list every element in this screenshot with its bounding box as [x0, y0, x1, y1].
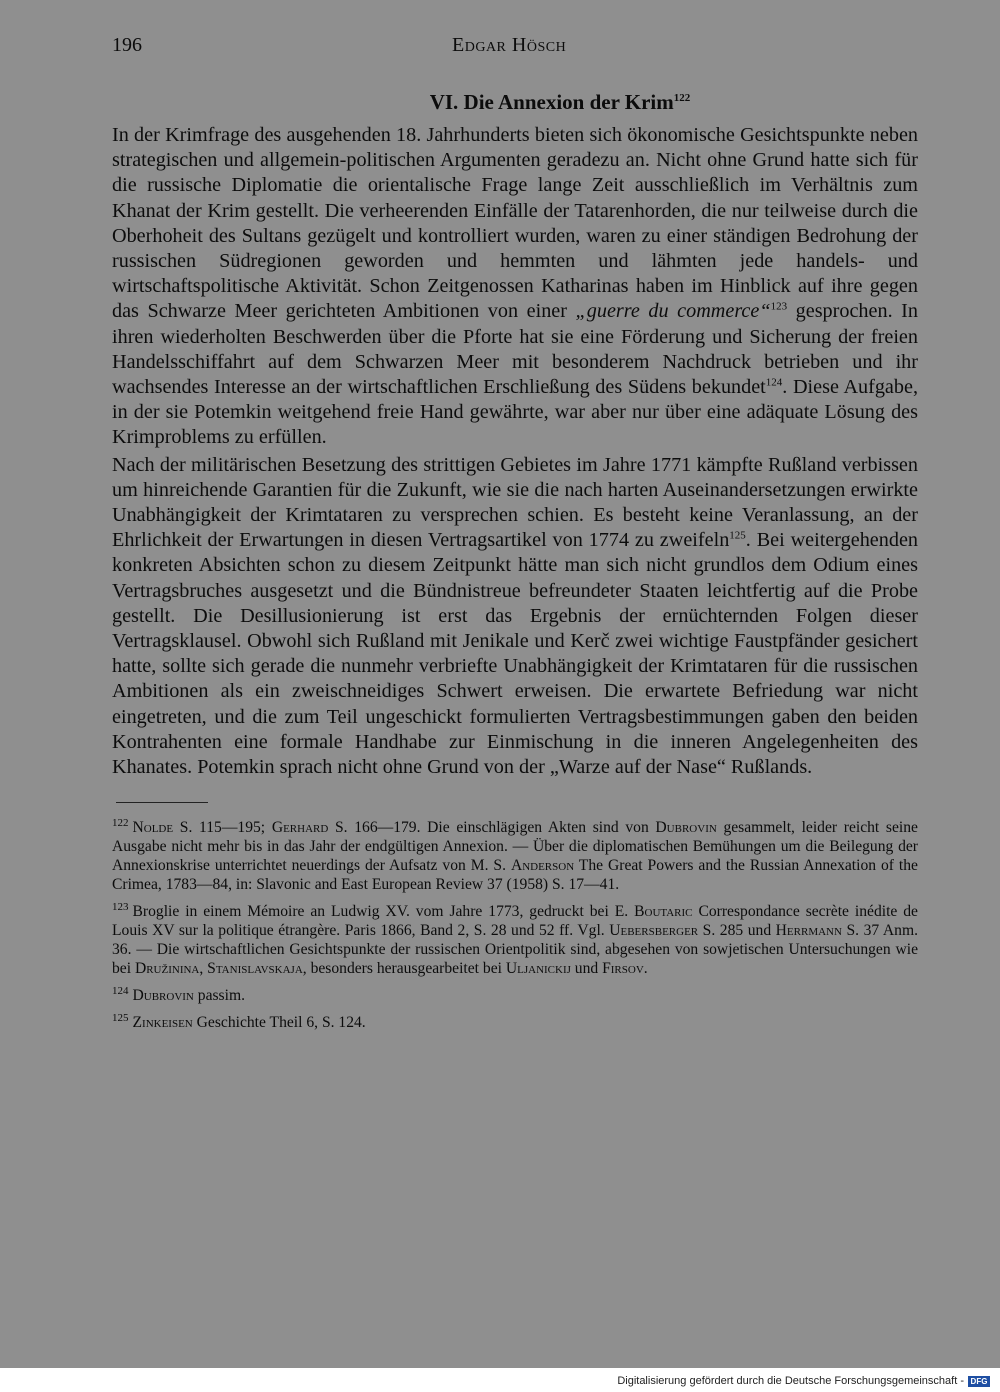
footnote-separator — [116, 802, 208, 803]
footnote-ref: 124 — [765, 376, 783, 389]
footnote-text: S. 115—195; — [173, 819, 272, 837]
section-title-text: VI. Die Annexion der Krim — [429, 90, 674, 114]
footnote-text: passim. — [193, 987, 245, 1005]
cited-author: Anderson — [510, 857, 575, 875]
page-content — [112, 30, 918, 1040]
page-number: 196 — [112, 34, 142, 56]
cited-author: Nolde — [132, 819, 174, 837]
cited-author: Herrmann — [775, 922, 842, 940]
footnote-text: S. 166—179. Die einschlägigen Akten sind von — [328, 819, 656, 837]
footnote-123 — [112, 902, 918, 978]
footnote-ref: 125 — [729, 529, 746, 542]
paragraph — [112, 453, 918, 781]
cited-author: Firsov — [602, 960, 644, 978]
footnote-label: 122 — [112, 817, 129, 830]
body-text — [112, 123, 918, 780]
cited-author: Boutaric — [634, 903, 693, 921]
paragraph-text: . Diese Aufgabe, in der sie Potemkin weitgehend freie Hand gewährte, war aber nur über eine adäquate Lösung des Krimproblems zu erfüllen. — [112, 376, 918, 449]
footnote-125 — [112, 1013, 918, 1032]
footnotes — [112, 818, 918, 1032]
credit-text: Digitalisierung gefördert durch die Deutsche Forschungsgemeinschaft - — [617, 1375, 964, 1387]
footnote-text: S. 285 und — [698, 922, 776, 940]
cited-author: Uljanickij — [505, 960, 571, 978]
funding-credit — [617, 1372, 990, 1390]
footnote-label: 123 — [112, 901, 129, 914]
italic-quote: „guerre du commerce“ — [575, 300, 771, 323]
footnote-text: Broglie in einem Mémoire an Ludwig XV. vom Jahre 1773, gedruckt bei E. — [132, 903, 635, 921]
footnote-text: , besonders herausgearbeitet bei — [302, 960, 506, 978]
footnote-label: 124 — [112, 985, 129, 998]
paragraph-text: gesprochen. In ihren wiederholten Beschwerden über die Pforte hat sie eine Förderung und Sicherung der freien Handelsschiffahrt auf dem Schwarzen Meer mit besonderem Nachdruck betrieben und ihr wachsendes Interesse an der wirtschaftlichen Erschließung des Südens bekundet — [112, 300, 918, 399]
running-head-author: Edgar Hösch — [452, 34, 567, 56]
cited-author: Dubrovin — [655, 819, 717, 837]
footnote-text: Correspondance secrète inédite de Louis XV sur la politique étrangère. Paris 1866, Band 2, S. 28 und 52 ff. Vgl. — [112, 903, 918, 940]
cited-author: Dubrovin — [132, 987, 194, 1005]
footnote-124 — [112, 986, 918, 1005]
paragraph-text: In der Krimfrage des ausgehenden 18. Jahrhunderts bieten sich ökonomische Gesichtspunkte neben strategischen und allgemein-politischen Argumenten geradezu an. Nicht ohne Grund hatte sich für die russische Diplomatie die orientalische Frage lange Zeit ausschließlich im Verhältnis zum Khanat der Krim gestellt. Die verheerenden Einfälle der Tatarenhorden, die nur teilweise durch die Oberhoheit des Sultans gezügelt und kontrolliert wurden, waren zu einer ständigen Bedrohung der russischen Südregionen geworden und hemmten und lähmten jede handels- und wirtschaftspolitische Aktivität. Schon Zeitgenossen Katharinas haben im Hinblick auf ihre gegen das Schwarze Meer gerichteten Ambitionen von einer — [112, 124, 918, 323]
footnote-text: Geschichte Theil 6, S. 124. — [192, 1014, 366, 1032]
running-head — [112, 30, 918, 60]
cited-author: Uebersberger — [609, 922, 699, 940]
footnote-ref: 123 — [770, 300, 788, 313]
dfg-logo-icon: DFG — [968, 1376, 990, 1387]
footnote-122 — [112, 818, 918, 894]
cited-author: Stanislavskaja — [207, 960, 303, 978]
cited-author: Gerhard — [271, 819, 329, 837]
footnote-ref: 122 — [673, 92, 691, 104]
footnote-text: S. 37 Anm. 36. — Die wirtschaftlichen Gesichtspunkte der russischen Orientpolitik sind, abgesehen von sowjetischen Untersuchungen wie bei — [112, 922, 918, 978]
footnote-text: gesammelt, leider reicht seine Ausgabe nicht mehr bis in das Jahr der endgültigen Annexion. — Über die diplomatischen Bemühungen um die Beilegung der Annexionskrise unterrichtet neuerdings der Aufsatz von M. S. — [112, 819, 918, 875]
cited-author: Zinkeisen — [132, 1014, 193, 1032]
footnote-label: 125 — [112, 1012, 129, 1025]
paragraph — [112, 123, 918, 451]
cited-author: Družinina — [134, 960, 200, 978]
footnote-text: und — [570, 960, 603, 978]
footnote-text: The Great Powers and the Russian Annexation of the Crimea, 1783—84, in: Slavonic and East European Review 37 (1958) S. 17—41. — [112, 857, 918, 894]
footnote-text: . — [643, 960, 648, 978]
paragraph-text: Nach der militärischen Besetzung des strittigen Gebietes im Jahre 1771 kämpfte Rußland verbissen um hinreichende Garantien für die Zukunft, wie sie die nach harten Auseinandersetzungen erwirkte Unabhängigkeit der Krimtataren zu versprechen schien. Es besteht keine Veranlassung, an der Ehrlichkeit der Erwartungen in diesen Vertragsartikel von 1774 zu zweifeln — [112, 453, 918, 552]
footnote-text: , — [199, 960, 208, 978]
section-title — [112, 90, 918, 115]
paragraph-text: . Bei weitergehenden konkreten Absichten schon zu diesem Zeitpunkt hätte man sich nicht grundlos dem Odium eines Vertragsbruches ausgesetzt und die Bündnistreue befreundeter Staaten leichtfertig auf die Probe gestellt. Die Desillusionierung ist erst das Ergebnis der ernüchternden Folgen dieser Vertragsklausel. Obwohl sich Rußland mit Jenikale und Kerč zwei wichtige Faustpfänder gesichert hatte, sollte sich gerade die nunmehr verbriefte Unabhängigkeit der Krimtataren für die russischen Ambitionen als ein zweischneidiges Schwert erweisen. Die erwartete Befriedung war nicht eingetreten, und die zum Teil ungeschickt formulierten Vertragsbestimmungen gaben den beiden Kontrahenten eine formale Handhabe zur Einmischung in die inneren Angelegenheiten des Khanates. Potemkin sprach nicht ohne Grund von der „Warze auf der Nase“ Rußlands. — [112, 529, 918, 779]
